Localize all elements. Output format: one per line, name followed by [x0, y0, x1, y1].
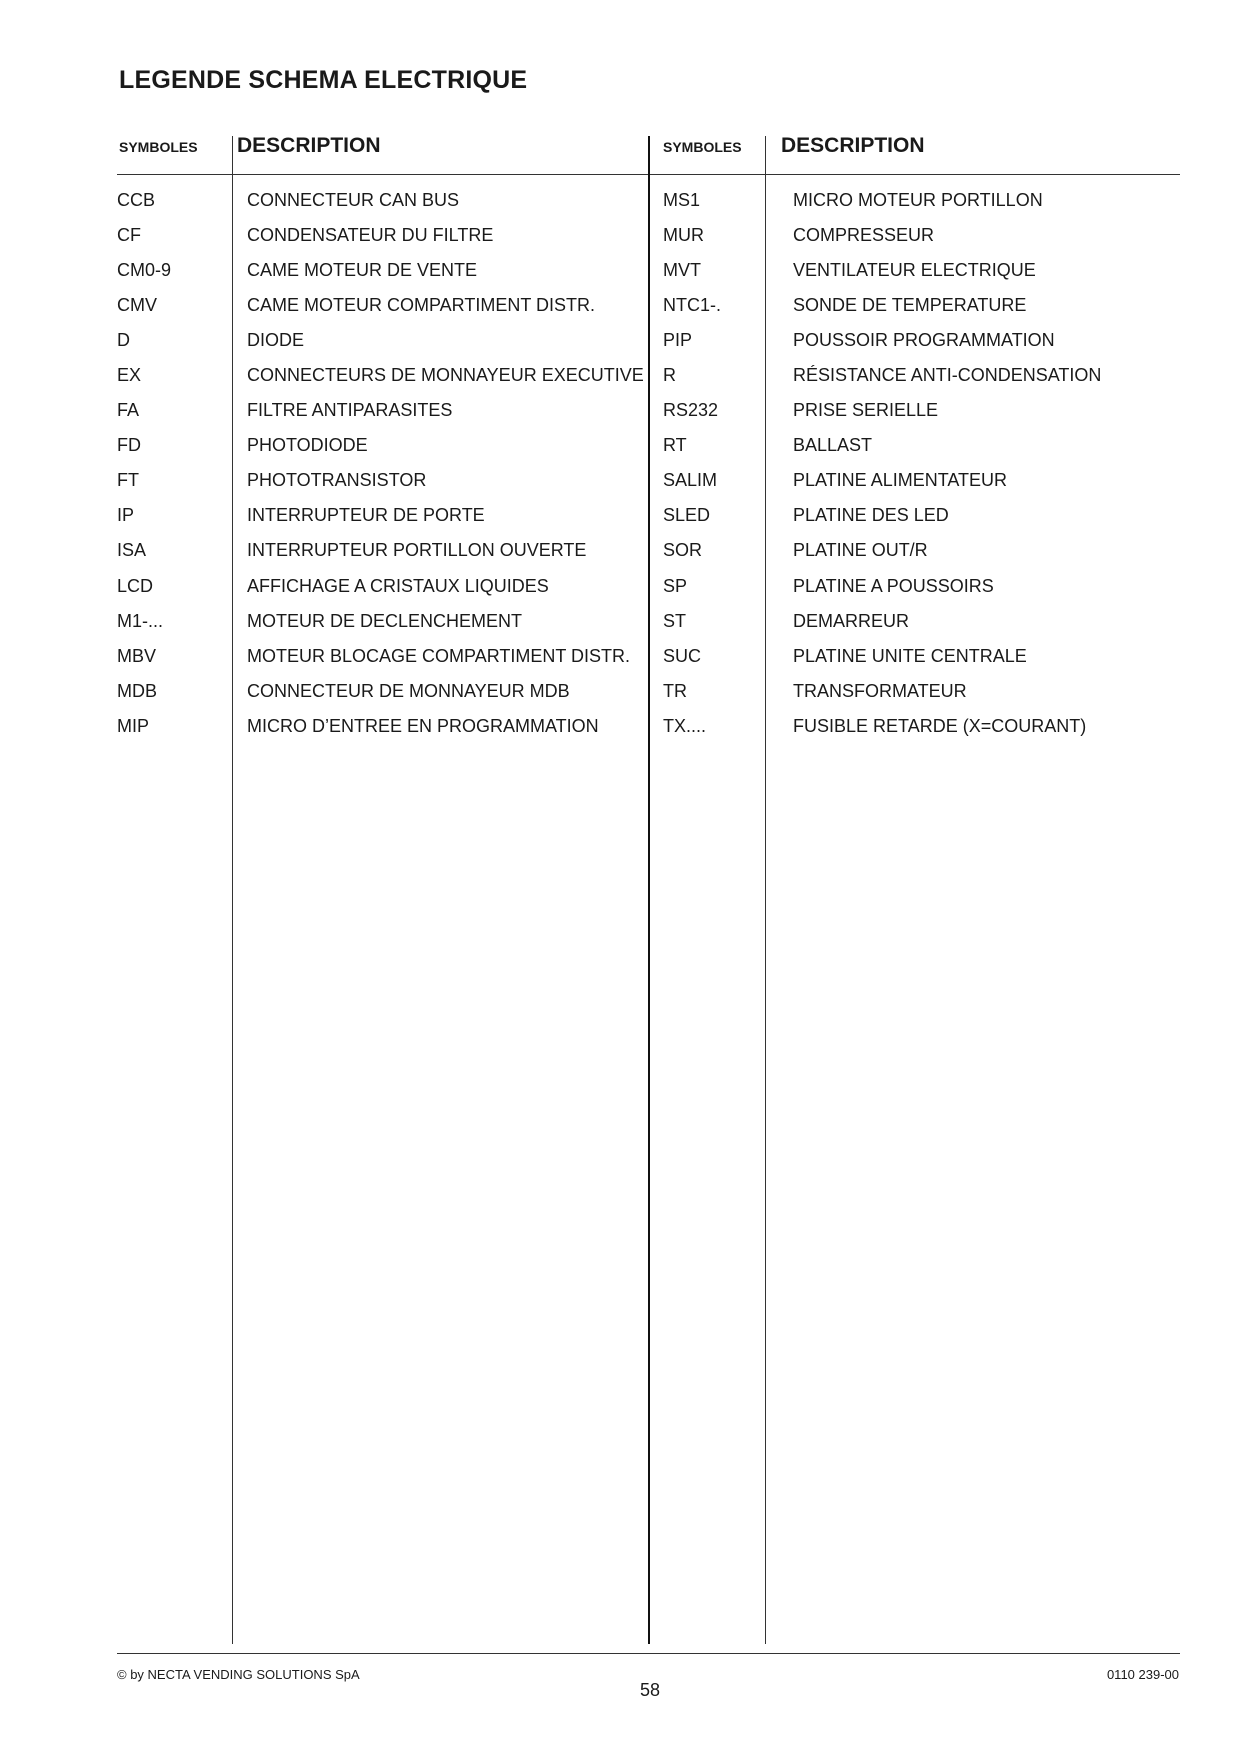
- legend-symbol: RT: [663, 435, 687, 456]
- right-symbols-header: SYMBOLES: [663, 139, 742, 155]
- legend-description: RÉSISTANCE ANTI-CONDENSATION: [793, 365, 1102, 386]
- center-divider: [648, 136, 650, 1644]
- legend-symbol: MDB: [117, 680, 157, 701]
- legend-description: CONNECTEUR CAN BUS: [247, 190, 460, 210]
- legend-symbol: SALIM: [663, 470, 718, 491]
- left-description-column: [247, 186, 644, 747]
- right-description-column: [793, 186, 1101, 747]
- legend-symbol: ISA: [117, 540, 147, 561]
- legend-symbol: EX: [117, 365, 142, 386]
- legend-description: INTERRUPTEUR DE PORTE: [247, 505, 485, 526]
- legend-description: COMPRESSEUR: [793, 225, 935, 246]
- legend-symbol: CF: [117, 225, 141, 246]
- left-description-header: DESCRIPTION: [237, 134, 381, 157]
- legend-description: MICRO D’ENTREE EN PROGRAMMATION: [247, 715, 599, 736]
- legend-symbol: MUR: [663, 225, 704, 246]
- legend-symbol: IP: [117, 505, 135, 526]
- legend-description: SONDE DE TEMPERATURE: [793, 295, 1027, 316]
- legend-description: CONNECTEUR DE MONNAYEUR MDB: [247, 680, 570, 701]
- legend-description: MOTEUR BLOCAGE COMPARTIMENT DISTR.: [247, 645, 631, 666]
- copyright-notice: © by NECTA VENDING SOLUTIONS SpA: [117, 1667, 360, 1682]
- legend-symbol: LCD: [117, 575, 154, 596]
- legend-description: AFFICHAGE A CRISTAUX LIQUIDES: [247, 575, 549, 596]
- legend-symbol: MIP: [117, 715, 150, 736]
- left-column-divider: [232, 136, 233, 1644]
- legend-description: TRANSFORMATEUR: [793, 680, 967, 701]
- legend-symbol: FT: [117, 470, 139, 491]
- legend-description: PLATINE ALIMENTATEUR: [793, 470, 1008, 491]
- legend-description: DIODE: [247, 330, 305, 351]
- legend-description: PHOTODIODE: [247, 435, 368, 456]
- page-number: 58: [639, 1680, 661, 1700]
- legend-symbol: SOR: [663, 540, 703, 561]
- legend-symbol: CMV: [117, 295, 157, 316]
- legend-symbol: FA: [117, 400, 140, 421]
- legend-symbol: D: [117, 330, 130, 351]
- right-description-header: DESCRIPTION: [781, 134, 925, 157]
- legend-description: CAME MOTEUR DE VENTE: [247, 260, 478, 281]
- legend-description: PLATINE A POUSSOIRS: [793, 575, 994, 596]
- left-symbols-header: SYMBOLES: [119, 139, 198, 155]
- legend-description: PHOTOTRANSISTOR: [247, 470, 427, 491]
- legend-description: INTERRUPTEUR PORTILLON OUVERTE: [247, 540, 587, 561]
- document-code: 0110 239-00: [1106, 1667, 1179, 1682]
- legend-symbol: SLED: [663, 505, 711, 526]
- legend-symbol: CM0-9: [117, 260, 172, 281]
- right-column-divider: [765, 136, 766, 1644]
- legend-description: PRISE SERIELLE: [793, 400, 939, 421]
- legend-description: CONNECTEURS DE MONNAYEUR EXECUTIVE: [247, 365, 644, 386]
- legend-symbol: MS1: [663, 190, 701, 210]
- legend-description: MICRO MOTEUR PORTILLON: [793, 190, 1043, 210]
- legend-description: MOTEUR DE DECLENCHEMENT: [247, 610, 523, 631]
- left-symbol-column: [117, 186, 171, 747]
- legend-description: DEMARREUR: [793, 610, 910, 631]
- legend-symbol: RS232: [663, 400, 719, 421]
- legend-symbol: TX....: [663, 715, 707, 736]
- page-title: LEGENDE SCHEMA ELECTRIQUE: [119, 66, 528, 94]
- legend-symbol: PIP: [663, 330, 693, 351]
- legend-symbol: ST: [663, 610, 687, 631]
- legend-symbol: CCB: [117, 190, 156, 210]
- legend-symbol: M1-...: [117, 610, 164, 631]
- legend-description: CAME MOTEUR COMPARTIMENT DISTR.: [247, 295, 596, 316]
- right-symbol-column: [663, 186, 721, 747]
- legend-description: FUSIBLE RETARDE (X=COURANT): [793, 715, 1087, 736]
- legend-symbol: NTC1-.: [663, 295, 721, 316]
- legend-symbol: R: [663, 365, 676, 386]
- legend-symbol: MBV: [117, 645, 157, 666]
- footer-divider: [117, 1653, 1180, 1654]
- legend-symbol: SP: [663, 575, 688, 596]
- legend-symbol: FD: [117, 435, 141, 456]
- legend-description: PLATINE UNITE CENTRALE: [793, 645, 1027, 666]
- legend-description: PLATINE OUT/R: [793, 540, 928, 561]
- legend-symbol: SUC: [663, 645, 702, 666]
- legend-symbol: TR: [663, 680, 687, 701]
- legend-description: PLATINE DES LED: [793, 505, 949, 526]
- legend-description: BALLAST: [793, 435, 873, 456]
- legend-description: CONDENSATEUR DU FILTRE: [247, 225, 494, 246]
- legend-description: VENTILATEUR ELECTRIQUE: [793, 260, 1036, 281]
- legend-description: POUSSOIR PROGRAMMATION: [793, 330, 1055, 351]
- legend-symbol: MVT: [663, 260, 701, 281]
- legend-description: FILTRE ANTIPARASITES: [247, 400, 453, 421]
